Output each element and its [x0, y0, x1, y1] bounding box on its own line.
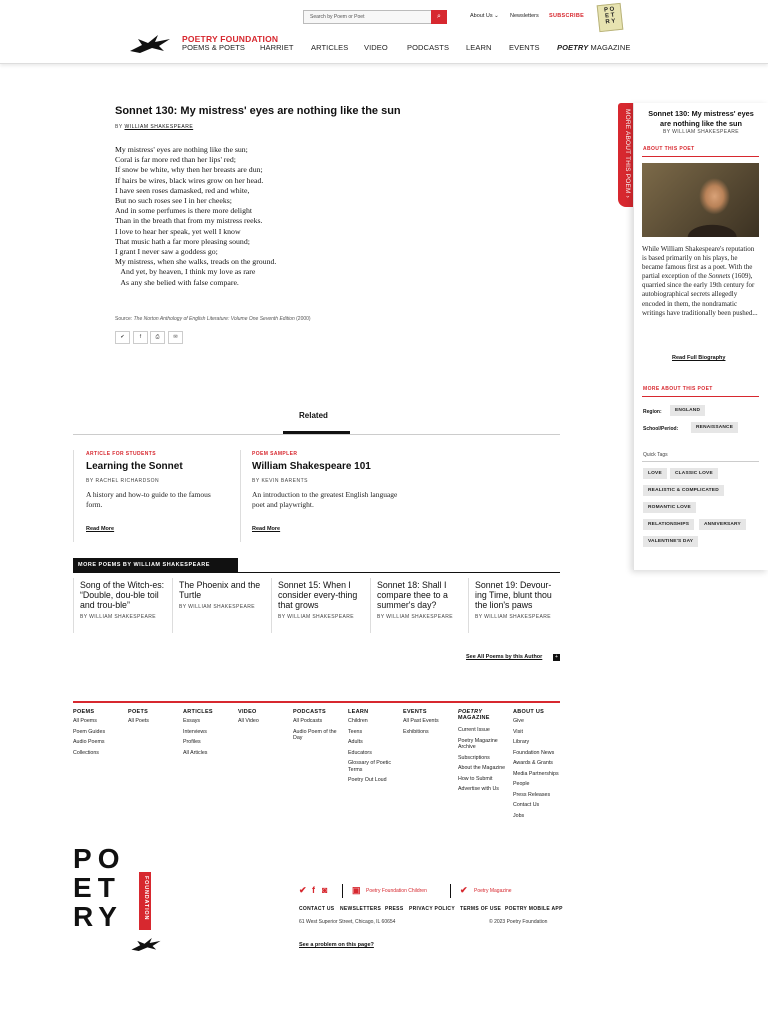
tag-relationships[interactable]: RELATIONSHIPS — [643, 519, 694, 530]
logo-foundation-text: FOUNDATION — [143, 876, 149, 921]
terms-of-use-link[interactable]: TERMS OF USE — [460, 906, 502, 912]
twitter-icon[interactable]: ✔ — [460, 885, 468, 895]
read-more-link[interactable]: Read More — [252, 526, 281, 532]
poem-source: Source: The Norton Anthology of English Literature: Volume One Seventh Edition (2000) — [115, 316, 311, 322]
more-poem-item[interactable] — [179, 580, 267, 610]
footer-link[interactable]: Advertise with Us — [458, 786, 499, 792]
contact-us-link[interactable]: CONTACT US — [299, 906, 335, 912]
card-kicker: ARTICLE FOR STUDENTS — [86, 451, 156, 457]
more-poem-title[interactable]: Song of the Witch-es: “Double, dou-ble toil and trou-ble” — [80, 580, 165, 610]
footer-link[interactable]: Profiles — [183, 739, 201, 745]
footer-link-list — [183, 718, 233, 760]
author-link[interactable]: WILLIAM SHAKESPEARE — [124, 124, 194, 130]
sidebar-poem-title: Sonnet 130: My mistress' eyes are nothing like the sun — [648, 109, 754, 128]
footer-link[interactable]: All Video — [238, 718, 259, 724]
subscribe-link[interactable]: SUBSCRIBE — [549, 13, 585, 19]
footer-link[interactable]: All Poets — [128, 718, 149, 724]
search-input[interactable]: Search by Poem or Poet — [303, 10, 447, 24]
more-about-poet-heading: MORE ABOUT THIS POET — [643, 386, 713, 392]
footer-link-list — [458, 727, 508, 797]
footer-column-heading[interactable]: POETS — [128, 709, 149, 715]
footer-link[interactable]: All Articles — [183, 749, 208, 756]
facebook-icon[interactable]: f — [312, 885, 315, 895]
footer-column-heading[interactable]: LEARN — [348, 709, 369, 715]
poet-portrait — [642, 163, 759, 237]
divider — [73, 572, 560, 573]
mobile-app-link[interactable]: POETRY MOBILE APP — [505, 906, 563, 912]
footer-link[interactable]: People — [513, 781, 530, 787]
footer-link-list — [73, 718, 123, 760]
footer-link[interactable]: Audio Poems — [73, 739, 105, 745]
footer-link[interactable]: Awards & Grants — [513, 760, 553, 766]
footer-link[interactable]: Library — [513, 739, 530, 745]
tag-anniversary[interactable]: ANNIVERSARY — [699, 519, 746, 530]
poetry-magazine-badge[interactable]: P O E T R Y — [597, 3, 624, 32]
facebook-icon[interactable]: ▣ — [352, 885, 361, 895]
read-more-link[interactable]: Read More — [86, 526, 115, 532]
card-description: A history and how-to guide to the famous form. — [86, 490, 211, 509]
poem-title: Sonnet 130: My mistress' eyes are nothing like the sun — [115, 105, 401, 117]
search-button[interactable] — [431, 10, 447, 24]
school-label: School/Period: — [643, 426, 679, 432]
card-byline: BY KEVIN BARENTS — [252, 478, 308, 484]
quick-tags-label: Quick Tags — [643, 452, 668, 458]
tab-label: MORE ABOUT THIS POEM › — [624, 109, 631, 199]
nav-articles[interactable]: ARTICLES — [311, 43, 349, 52]
footer-link[interactable]: Poetry Magazine Archive — [458, 737, 498, 750]
region-label: Region: — [643, 409, 662, 415]
email-button[interactable] — [168, 331, 183, 344]
logo-foundation-bar — [139, 872, 151, 930]
footer-link-list — [293, 718, 343, 746]
footer-link[interactable]: Essays — [183, 718, 201, 724]
card-description: An introduction to the greatest English language poet and playwright. — [252, 490, 398, 509]
divider — [450, 884, 451, 898]
more-poem-title[interactable]: The Phoenix and the Turtle — [179, 580, 261, 600]
more-poem-title[interactable]: Sonnet 19: Devour-ing Time, blunt thou the lion's paws — [475, 580, 552, 610]
footer-link[interactable]: All Podcasts — [293, 718, 323, 724]
card-title[interactable]: Learning the Sonnet — [86, 461, 183, 472]
footer-link[interactable]: Media Partnerships — [513, 770, 559, 777]
footer-link-list — [128, 718, 178, 729]
tag-romantic-love[interactable]: ROMANTIC LOVE — [643, 502, 696, 513]
footer-column-heading[interactable]: ARTICLES — [183, 709, 213, 715]
newsletters-link[interactable]: Newsletters — [510, 13, 539, 19]
nav-podcasts[interactable]: PODCASTS — [407, 43, 450, 52]
nav-learn[interactable]: LEARN — [466, 43, 492, 52]
poem-line: Coral is far more red than her lips' red; — [115, 155, 236, 165]
divider — [642, 156, 759, 157]
privacy-policy-link[interactable]: PRIVACY POLICY — [409, 906, 455, 912]
footer-link[interactable]: All Past Events — [403, 718, 439, 724]
poem-line: As any she belied with false compare. — [115, 277, 239, 287]
nav-poems-poets[interactable]: POEMS & POETS — [182, 43, 245, 52]
more-poems-heading: MORE POEMS BY WILLIAM SHAKESPEARE — [73, 558, 238, 572]
divider — [73, 450, 74, 542]
nav-harriet[interactable]: HARRIET — [260, 43, 294, 52]
poem-line: My mistress' eyes are nothing like the sun; — [115, 145, 248, 154]
children-social-link[interactable]: Poetry Foundation Children — [366, 888, 427, 894]
footer-link[interactable]: How to Submit — [458, 775, 493, 782]
footer-link[interactable]: Foundation News — [513, 749, 555, 756]
footer-link[interactable]: Adults — [348, 739, 363, 745]
footer-link[interactable]: Audio Poem of the Day — [293, 728, 337, 741]
poem-byline: BY WILLIAM SHAKESPEARE — [115, 124, 194, 130]
sidebar-byline: BY WILLIAM SHAKESPEARE — [663, 129, 739, 135]
about-poet-heading: ABOUT THIS POET — [643, 146, 695, 152]
twitter-icon[interactable]: ✔ — [299, 885, 307, 895]
divider — [172, 578, 173, 633]
poem-line: My mistress, when she walks, treads on the ground. — [115, 257, 277, 267]
footer-link-list — [513, 718, 563, 823]
poet-bio: While William Shakespeare's reputation is based primarily on his plays, he became famous first as a poet. With the partial exception of the Sonnets (1609), quarried since the early 19th century for autobiographical secrets allegedly encoded in them, the nondramatic writings have traditionally been pushed... — [642, 245, 758, 317]
poetry-foundation-logo[interactable]: PO ET RY — [73, 843, 126, 932]
more-about-poem-tab[interactable] — [618, 103, 634, 207]
facebook-icon: f — [139, 334, 142, 340]
email-icon: ✉ — [173, 334, 178, 340]
divider — [468, 578, 469, 633]
search-icon: ⌕ — [437, 13, 441, 20]
card-title[interactable]: William Shakespeare 101 — [252, 461, 371, 472]
copyright: © 2023 Poetry Foundation — [489, 919, 548, 925]
poem-line: And in some perfumes is there more delight — [115, 206, 253, 216]
divider — [342, 884, 343, 898]
address: 61 West Superior Street, Chicago, IL 60654 — [299, 919, 396, 925]
footer-link[interactable]: Glossary of Poetic Terms — [348, 760, 391, 773]
more-poem-byline: BY WILLIAM SHAKESPEARE — [80, 614, 156, 620]
school-tag[interactable]: RENAISSANCE — [691, 422, 738, 433]
more-poem-item[interactable] — [377, 580, 463, 620]
share-facebook-button[interactable] — [133, 331, 148, 344]
related-card[interactable] — [252, 451, 402, 509]
poem-line: I have seen roses damasked, red and white, — [115, 185, 250, 195]
footer-link[interactable]: Jobs — [513, 812, 525, 819]
poem-line: But no such roses see I in her cheeks; — [115, 196, 232, 206]
footer-link[interactable]: Subscriptions — [458, 754, 490, 761]
related-tab[interactable]: Related — [299, 411, 328, 420]
poem-line: I grant I never saw a goddess go; — [115, 247, 218, 257]
more-poem-byline: BY WILLIAM SHAKESPEARE — [179, 604, 255, 610]
footer-link-list — [238, 718, 288, 729]
more-poem-byline: BY WILLIAM SHAKESPEARE — [377, 614, 453, 620]
more-poem-item[interactable] — [475, 580, 560, 620]
region-tag[interactable]: ENGLAND — [670, 405, 705, 416]
footer-column-heading[interactable]: ABOUT US — [513, 709, 545, 715]
press-link[interactable]: PRESS — [385, 906, 404, 912]
divider — [642, 461, 759, 462]
poem-line: And yet, by heaven, I think my love as rare — [115, 267, 256, 277]
instagram-icon[interactable]: ◙ — [322, 885, 328, 895]
see-all-poems-link[interactable]: See All Poems by this Author — [466, 654, 543, 660]
poem-text — [115, 145, 276, 288]
tag-valentines-day[interactable]: VALENTINE'S DAY — [643, 536, 698, 547]
divider — [240, 450, 241, 542]
twitter-icon: ✔ — [120, 334, 125, 340]
more-poem-byline: BY WILLIAM SHAKESPEARE — [475, 614, 551, 620]
poem-line: If hairs be wires, black wires grow on her head. — [115, 175, 264, 185]
footer-link[interactable]: Poem Guides — [73, 728, 106, 735]
footer-link[interactable]: Children — [348, 718, 368, 724]
footer-link[interactable]: Contact Us — [513, 802, 540, 808]
divider — [642, 396, 759, 397]
more-poem-item[interactable] — [80, 580, 166, 620]
footer-link[interactable]: Give — [513, 718, 524, 724]
plus-icon[interactable]: + — [553, 654, 560, 661]
footer-column-heading[interactable]: PODCASTS — [293, 709, 326, 715]
nav-poetry-magazine[interactable]: POETRY MAGAZINE — [557, 43, 631, 52]
footer-link[interactable]: Current Issue — [458, 727, 490, 733]
footer-link[interactable]: About the Magazine — [458, 765, 506, 771]
read-full-biography-link[interactable]: Read Full Biography — [672, 355, 726, 361]
newsletters-link[interactable]: NEWSLETTERS — [340, 906, 382, 912]
magazine-social-link[interactable]: Poetry Magazine — [474, 888, 512, 894]
footer-link-list — [403, 718, 453, 739]
tag-love[interactable]: LOVE — [643, 468, 667, 479]
poem-line: Than in the breath that from my mistress reeks. — [115, 216, 263, 226]
footer-link[interactable]: Teens — [348, 728, 363, 735]
report-problem-link[interactable]: See a problem on this page? — [299, 942, 374, 948]
more-poem-title[interactable]: Sonnet 15: When I consider every-thing that grows — [278, 580, 358, 610]
poem-line: If snow be white, why then her breasts are dun; — [115, 165, 263, 175]
more-poem-item[interactable] — [278, 580, 364, 620]
tag-realistic-complicated[interactable]: REALISTIC & COMPLICATED — [643, 485, 724, 496]
divider — [73, 578, 74, 633]
footer-column-heading[interactable]: POEMS — [73, 709, 95, 715]
more-poem-byline: BY WILLIAM SHAKESPEARE — [278, 614, 354, 620]
footer-link-list — [348, 718, 398, 788]
brand-name[interactable]: POETRY FOUNDATION — [182, 34, 279, 44]
divider — [370, 578, 371, 633]
footer-link[interactable]: Interviews — [183, 728, 207, 735]
about-us-menu[interactable]: About Us ⌄ — [470, 13, 499, 19]
pegasus-logo-icon[interactable] — [128, 33, 172, 55]
more-poem-title[interactable]: Sonnet 18: Shall I compare thee to a summer's day? — [377, 580, 448, 610]
share-twitter-button[interactable] — [115, 331, 130, 344]
footer-link[interactable]: Educators — [348, 749, 372, 756]
footer-link[interactable]: All Poems — [73, 718, 97, 724]
footer-link[interactable]: Exhibitions — [403, 728, 429, 735]
divider — [271, 578, 272, 633]
nav-events[interactable]: EVENTS — [509, 43, 540, 52]
poem-line: That music hath a far more pleasing sound; — [115, 236, 250, 246]
card-kicker: POEM SAMPLER — [252, 451, 298, 457]
poem-line: I love to hear her speak, yet well I know — [115, 226, 241, 236]
footer-column-heading[interactable]: VIDEO — [238, 709, 257, 715]
nav-video[interactable]: VIDEO — [364, 43, 388, 52]
related-card[interactable] — [86, 451, 226, 509]
footer-column-heading[interactable]: POETRY MAGAZINE — [458, 709, 490, 721]
footer-link[interactable]: Visit — [513, 728, 523, 735]
footer-link[interactable]: Press Releases — [513, 791, 551, 798]
footer-column-heading[interactable]: EVENTS — [403, 709, 427, 715]
footer-link[interactable]: Collections — [73, 749, 99, 756]
card-byline: BY RACHEL RICHARDSON — [86, 478, 160, 484]
print-icon: ⎙ — [155, 334, 160, 340]
footer-link[interactable]: Poetry Out Loud — [348, 777, 387, 783]
site-header — [0, 0, 768, 64]
footer-rule — [73, 701, 560, 703]
divider — [73, 434, 560, 435]
pegasus-icon — [130, 936, 162, 953]
tag-classic-love[interactable]: CLASSIC LOVE — [670, 468, 718, 479]
print-button[interactable] — [150, 331, 165, 344]
